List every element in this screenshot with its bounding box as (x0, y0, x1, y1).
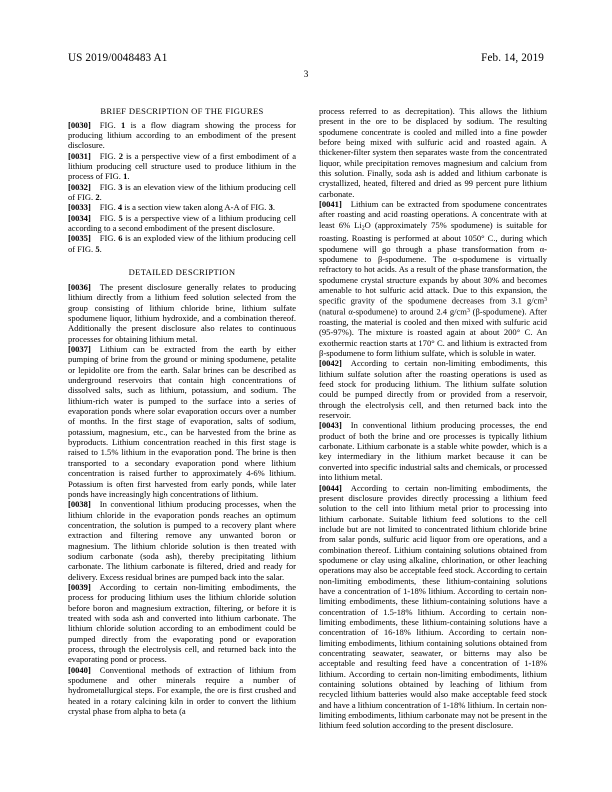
brief-description-heading: BRIEF DESCRIPTION OF THE FIGURES (100, 106, 264, 116)
paragraph-number: [0038] (68, 499, 91, 510)
paragraph-number: [0041] (319, 199, 342, 210)
paragraph-number: [0035] (68, 233, 91, 244)
patent-paragraph: [0030] FIG. 1 is a flow diagram showing the process for producing lithium according to an embodiment of the present disclosure. (68, 119, 297, 151)
right-column-paragraphs (319, 106, 547, 731)
patent-paragraph: [0037] Lithium can be extracted from the earth by either pumping of brine from the ground or mining spodumene, petalite or lepidolite ore from the earth. Salar brines can be described as underground reservoirs that contain high concentrations of dissolved salts, such as lithium, potassium, and sodium. The lithium-rich water is pumped to the surface into a series of evaporation ponds where solar evaporation occurs over a number of months. In the first stage of evaporation, salts of sodium, potassium, magnesium, etc., can be harvested from the brine as byproducts. Lithium concentration reached in this first stage is raised to 1.5% lithium in the evaporation pond. The brine is then transported to a secondary evaporation pond where lithium concentration is raised further to approximately 4-6% lithium. Potassium is often first harvested from early ponds, while later ponds have increasingly high concentrations of lithium. (68, 344, 296, 499)
paragraph-number: [0032] (68, 181, 91, 192)
two-column-body (68, 106, 548, 731)
patent-paragraph: [0035] FIG. 6 is an exploded view of the lithium producing cell of FIG. 5. (68, 233, 297, 254)
page-header (68, 52, 544, 64)
paragraph-number: [0040] (68, 664, 91, 675)
patent-paragraph: [0044] According to certain non-limiting embodiments, the present disclosure provides directly processing a lithium feed solution to the cell into lithium metal prior to processing into lithium carbonate. Suitable lithium feed solutions to the cell include but are not limited to concentrated lithium chloride brine from salar ponds, sulfuric acid liquor from ore operations, and a combination thereof. Lithium containing solutions obtained from spodumene or clay using alkaline, chlorination, or other leaching operations may also be acceptable feed stock. According to certain non-limiting embodiments, these lithium-containing solutions have a concentration of 1-18% lithium. According to certain non-limiting embodiments, these lithium-containing solutions have a concentration of 1.5-18% lithium. According to certain non-limiting embodiments, these lithium-containing solutions have a concentration of 16-18% lithium. According to certain non-limiting embodiments, lithium containing solutions obtained from concentrating seawater, seawater, or bitterns may also be acceptable and resulting feed have a concentration of 1-18% lithium. According to certain non-limiting embodiments, lithium containing solutions obtained by leaching of lithium from recycled lithium batteries would also make acceptable feed stock and have a lithium concentration of 1-18% lithium. In certain non-limiting embodiments, lithium carbonate may not be present in the lithium feed solution according to the present disclosure. (319, 482, 547, 731)
patent-paragraph: [0033] FIG. 4 is a section view taken along A-A of FIG. 3. (68, 202, 276, 213)
paragraph-number: [0033] (68, 202, 91, 213)
publication-date: Feb. 14, 2019 (481, 52, 544, 64)
patent-paragraph: [0040] Conventional methods of extraction of lithium from spodumene and other minerals require a number of hydrometallurgical steps. For example, the ore is first crushed and heated in a rotary calcining kiln in order to convert the lithium crystal phase from alpha to beta (a (68, 664, 296, 717)
patent-paragraph: [0036] The present disclosure generally relates to producing lithium directly from a lithium feed solution selected from the group consisting of lithium chloride brine, lithium sulfate spodumene liquor, lithium hydroxide, and a combination thereof. Additionally the present disclosure also relates to continuous processes for obtaining lithium metal. (68, 281, 296, 344)
detailed-description-heading: DETAILED DESCRIPTION (128, 266, 236, 277)
patent-paragraph: [0043] In conventional lithium producing processes, the end product of both the brine and ore processes is typically lithium carbonate. Lithium carbonate is a stable white powder, which is a key intermediary in the lithium market because it can be converted into specific industrial salts and chemicals, or processed into lithium metal. (319, 420, 547, 483)
paragraph-number: [0036] (68, 281, 91, 292)
publication-number: US 2019/0048483 A1 (68, 52, 168, 64)
paragraph-number: [0034] (68, 212, 91, 223)
patent-paragraph: [0038] In conventional lithium producing processes, when the lithium chloride in the evaporation ponds reaches an optimum concentration, the solution is pumped to a recovery plant where extraction and filtering remove any unwanted boron or magnesium. The lithium chloride solution is then treated with sodium carbonate (soda ash), thereby precipitating lithium carbonate. The lithium carbonate is filtered, dried and ready for delivery. Excess residual brines are pumped back into the salar. (68, 499, 296, 582)
left-column (68, 106, 296, 731)
paragraph-number: [0037] (68, 344, 91, 355)
left-column-paragraphs (68, 120, 296, 717)
patent-paragraph: process referred to as decrepitation). This allows the lithium present in the ore to be displaced by sodium. The resulting spodumene concentrate is cooled and milled into a fine powder before being mixed with sulfuric acid and roasted again. A thickener-filter system then separates waste from the concentrated liquor, while precipitation removes magnesium and calcium from this solution. Finally, soda ash is added and lithium carbonate is crystallized, heated, filtered and dried as 99 percent pure lithium carbonate. (319, 106, 547, 199)
paragraph-number: [0042] (319, 358, 342, 369)
patent-paragraph: [0031] FIG. 2 is a perspective view of a first embodiment of a lithium producing cell structure used to produce lithium in the process of FIG. 1. (68, 150, 297, 182)
page-number: 3 (303, 70, 309, 80)
paragraph-number: [0043] (319, 420, 342, 431)
paragraph-number: [0030] (68, 119, 91, 130)
patent-paragraph: [0042] According to certain non-limiting embodiments, this lithium sulfate solution after the roasting operations is used as feed stock for producing lithium. The lithium sulfate solution could be pumped directly from or provided from a reservoir, through the electrolysis cell, and then returned back into the reservoir. (319, 358, 547, 421)
right-column (319, 106, 547, 731)
paragraph-number: [0031] (68, 150, 91, 161)
paragraph-number: [0039] (68, 581, 91, 592)
patent-paragraph: [0041] Lithium can be extracted from spodumene concentrates after roasting and acid roasting operations. A concentrate with at least 6% $Li_2O$ (approximately 75% spodumene) is suitable for roasting. Roasting is performed at about 1050° C., during which spodumene will go through a phase transformation from α-spodumene to β-spodumene. The α-spodumene is virtually refractory to hot acids. As a result of the phase transformation, the spodumene crystal structure expands by about 30% and becomes amenable to hot sulfuric acid attack. Due to this expansion, the specific gravity of the spodumene decreases from 3.1 $g/cm^3$ (natural α-spodumene) to around 2.4 $g/cm^3$ (β-spodumene). After roasting, the material is cooled and then mixed with sulfuric acid (95-97%). The mixture is roasted again at about 200° C. An exothermic reaction starts at 170° C. and lithium is extracted from β-spodumene to form lithium sulfate, which is soluble in water. (319, 199, 547, 359)
patent-paragraph: [0039] According to certain non-limiting embodiments, the process for producing lithium uses the lithium chloride solution before boron and magnesium extraction, filtering, or before it is treated with soda ash and converted into lithium carbonate. The lithium chloride solution according to an embodiment could be pumped directly from the evaporating pond or evaporation process, through the electrolysis cell, and returned back into the evaporating pond or process. (68, 581, 296, 665)
paragraph-number: [0044] (319, 482, 342, 493)
patent-paragraph: [0034] FIG. 5 is a perspective view of a lithium producing cell according to a second embodiment of the present disclosure. (68, 212, 296, 233)
patent-paragraph: [0032] FIG. 3 is an elevation view of the lithium producing cell of FIG. 2. (68, 181, 297, 202)
